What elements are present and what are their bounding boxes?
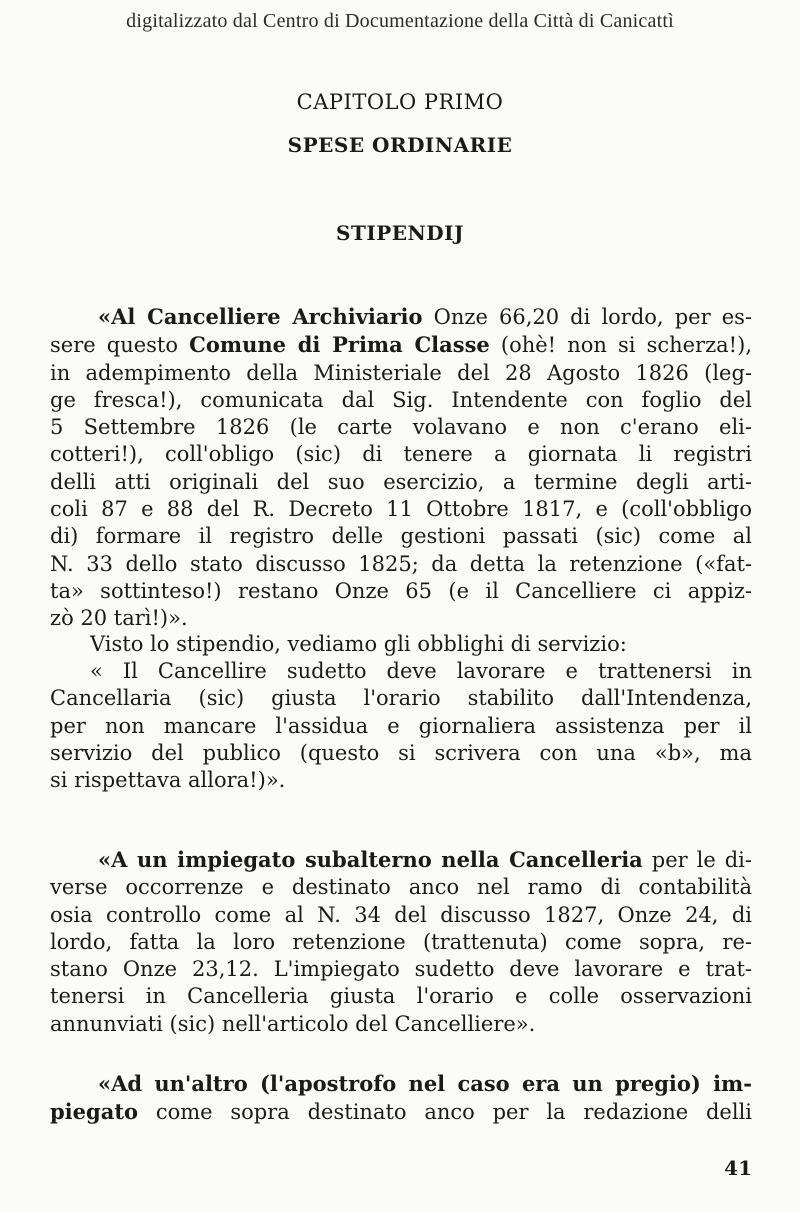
text-line: Cancellaria (sic) giusta l'orario stabilito dall'Intendenza, (50, 686, 752, 711)
text-line: piegato come sopra destinato anco per la redazione delli (50, 1099, 752, 1125)
chapter-title: CAPITOLO PRIMO (296, 90, 504, 114)
text-line: coli 87 e 88 del R. Decreto 11 Ottobre 1817, e (coll'obbligo (50, 497, 752, 522)
text-line: sere questo Comune di Prima Classe (ohè! non si scherza!), (50, 332, 752, 358)
text-line: 5 Settembre 1826 (le carte volavano e non c'erano eli- (50, 415, 752, 440)
text-line: delli atti originali del suo esercizio, a termine degli arti- (50, 469, 752, 494)
text-line: si rispettava allora!)». (50, 768, 286, 793)
paragraph-3 (50, 658, 752, 794)
paragraph-1 (50, 303, 752, 633)
text-line: cotteri!), coll'obligo (sic) di tenere a giornata li registri (50, 442, 752, 467)
text-line: in adempimento della Ministeriale del 28 Agosto 1826 (leg- (50, 360, 752, 385)
text-line: ge fresca!), comunicata dal Sig. Intendente con foglio del (50, 387, 752, 412)
text-line: servizio del publico (questo si scrivera con una «b», ma (50, 740, 752, 765)
paragraph-4 (50, 846, 752, 1038)
text-line: zò 20 tarì!)». (50, 606, 188, 631)
text-line: stano Onze 23,12. L'impiegato sudetto deve lavorare e trat- (50, 957, 752, 982)
text-line: «Ad un'altro (l'apostrofo nel caso era un pregio) im- (98, 1071, 752, 1096)
text-line: verse occorrenze e destinato anco nel ramo di contabilità (50, 875, 752, 900)
text-line: «A un impiegato subalterno nella Cancelleria per le di- (98, 847, 752, 872)
paragraph-2 (50, 631, 752, 658)
page-number: 41 (724, 1156, 752, 1180)
text-line: N. 33 dello stato discusso 1825; da detta la retenzione («fat- (50, 551, 752, 576)
digitization-header: digitalizzato dal Centro di Documentazione della Città di Canicattì (126, 10, 674, 32)
text-line: annunviati (sic) nell'articolo del Cancelliere». (50, 1011, 536, 1036)
text-line: per non mancare l'assidua e giornaliera assistenza per il (50, 713, 752, 738)
text-line: osia controllo come al N. 34 del discusso 1827, Onze 24, di (50, 902, 752, 927)
section-title: STIPENDIJ (336, 221, 464, 245)
text-line: ta» sottinteso!) restano Onze 65 (e il Cancelliere ci appiz- (50, 578, 752, 603)
paragraph-5 (50, 1070, 752, 1127)
text-line: Visto lo stipendio, vediamo gli obblighi di servizio: (90, 632, 627, 656)
chapter-subtitle: SPESE ORDINARIE (287, 133, 513, 157)
text-line: di) formare il registro delle gestioni passati (sic) come al (50, 524, 752, 549)
text-line: tenersi in Cancelleria giusta l'orario e colle osservazioni (50, 984, 752, 1009)
text-line: lordo, fatta la loro retenzione (trattenuta) come sopra, re- (50, 929, 752, 954)
text-line: «Al Cancelliere Archiviario Onze 66,20 di lordo, per es- (98, 304, 752, 329)
text-line: « Il Cancellire sudetto deve lavorare e trattenersi in (90, 659, 752, 683)
